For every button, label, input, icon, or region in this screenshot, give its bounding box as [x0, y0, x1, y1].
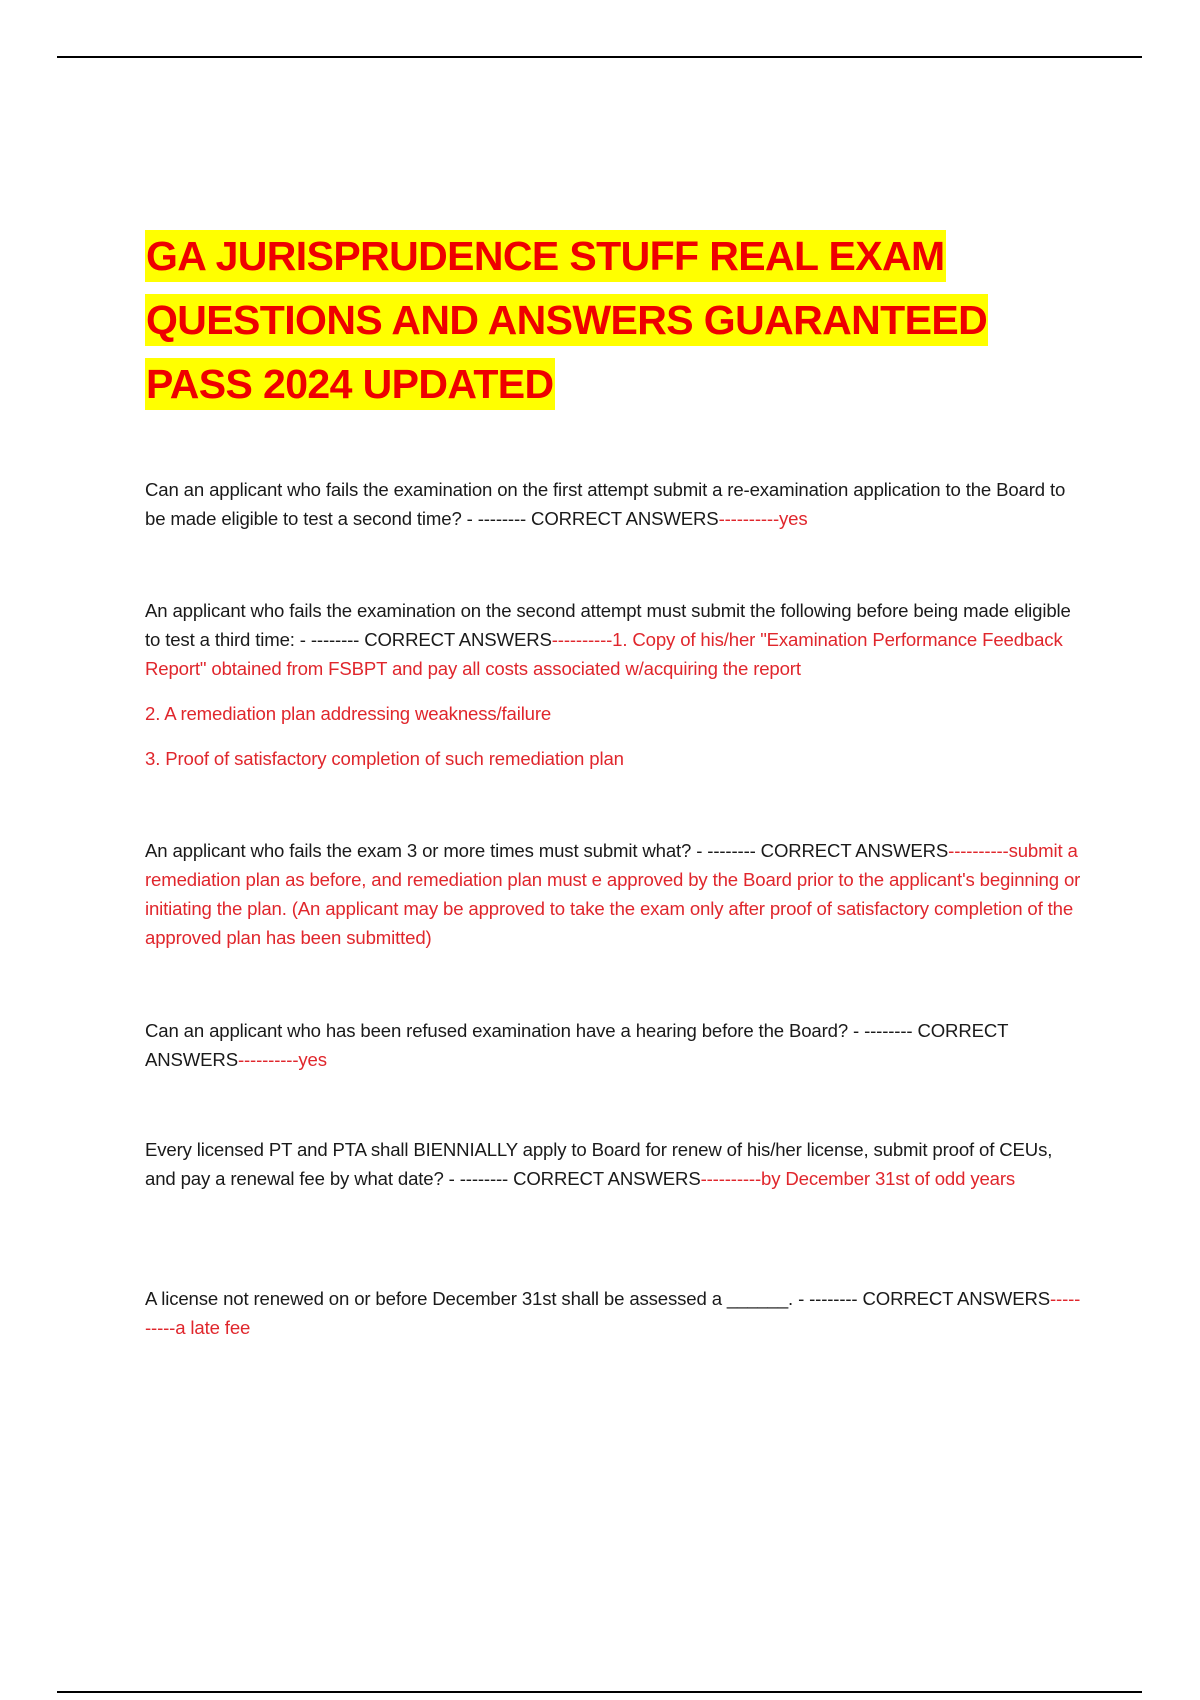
- document-title: [145, 224, 1095, 416]
- qa-text: [145, 1284, 1085, 1342]
- title-line-1: GA JURISPRUDENCE STUFF REAL EXAM: [145, 230, 946, 282]
- qa-text: [145, 836, 1085, 952]
- answer-text: ----------yes: [237, 1049, 327, 1070]
- title-line-2: QUESTIONS AND ANSWERS GUARANTEED: [145, 294, 988, 346]
- qa-item: [145, 1135, 1085, 1193]
- question-text: An applicant who fails the exam 3 or more times must submit what? - -------- CORRECT ANSWERS: [145, 840, 949, 861]
- qa-text: [145, 475, 1085, 533]
- answer-text: ----------by December 31st of odd years: [700, 1168, 1016, 1189]
- qa-text: [145, 1135, 1085, 1193]
- question-text: Can an applicant who has been refused examination have a hearing before the Board? - -------- CORRECT ANSWERS: [145, 1020, 1008, 1070]
- answer-extra-line: 3. Proof of satisfactory completion of such remediation plan: [145, 748, 624, 769]
- question-text: A license not renewed on or before December 31st shall be assessed a ______. - -------- CORRECT ANSWERS: [145, 1288, 1050, 1309]
- question-text: Every licensed PT and PTA shall BIENNIALLY apply to Board for renew of his/her license, submit proof of CEUs, and pay a renewal fee by what date? - -------- CORRECT ANSWERS: [145, 1139, 1053, 1189]
- qa-text: [145, 1016, 1085, 1074]
- top-rule: [57, 56, 1142, 58]
- question-text: Can an applicant who fails the examination on the first attempt submit a re-examination application to the Board to be made eligible to test a second time? - -------- CORRECT ANSWERS: [145, 479, 1066, 529]
- qa-text: [145, 596, 1085, 683]
- answer-extra-line: 2. A remediation plan addressing weakness/failure: [145, 703, 552, 724]
- answer-text: ----------yes: [718, 508, 808, 529]
- answer-text: ----------1. Copy of his/her "Examination Performance Feedback Report" obtained from FSBPT and pay all costs associated w/acquiring the report: [145, 629, 1063, 679]
- question-text: An applicant who fails the examination on the second attempt must submit the following before being made eligible to test a third time: - -------- CORRECT ANSWERS: [145, 600, 1071, 650]
- qa-item: [145, 1284, 1085, 1342]
- qa-item: [145, 836, 1085, 952]
- qa-item: [145, 596, 1085, 773]
- title-line-3: PASS 2024 UPDATED: [145, 358, 555, 410]
- answer-text: ----------submit a remediation plan as before, and remediation plan must e approved by the Board prior to the applicant's beginning or initiating the plan. (An applicant may be approved to take the exam only after proof of satisfactory completion of the approved plan has been submitted): [145, 840, 1081, 948]
- bottom-rule: [57, 1691, 1142, 1693]
- qa-item: [145, 1016, 1085, 1074]
- qa-item: [145, 475, 1085, 533]
- answer-text: ----------a late fee: [145, 1288, 1081, 1338]
